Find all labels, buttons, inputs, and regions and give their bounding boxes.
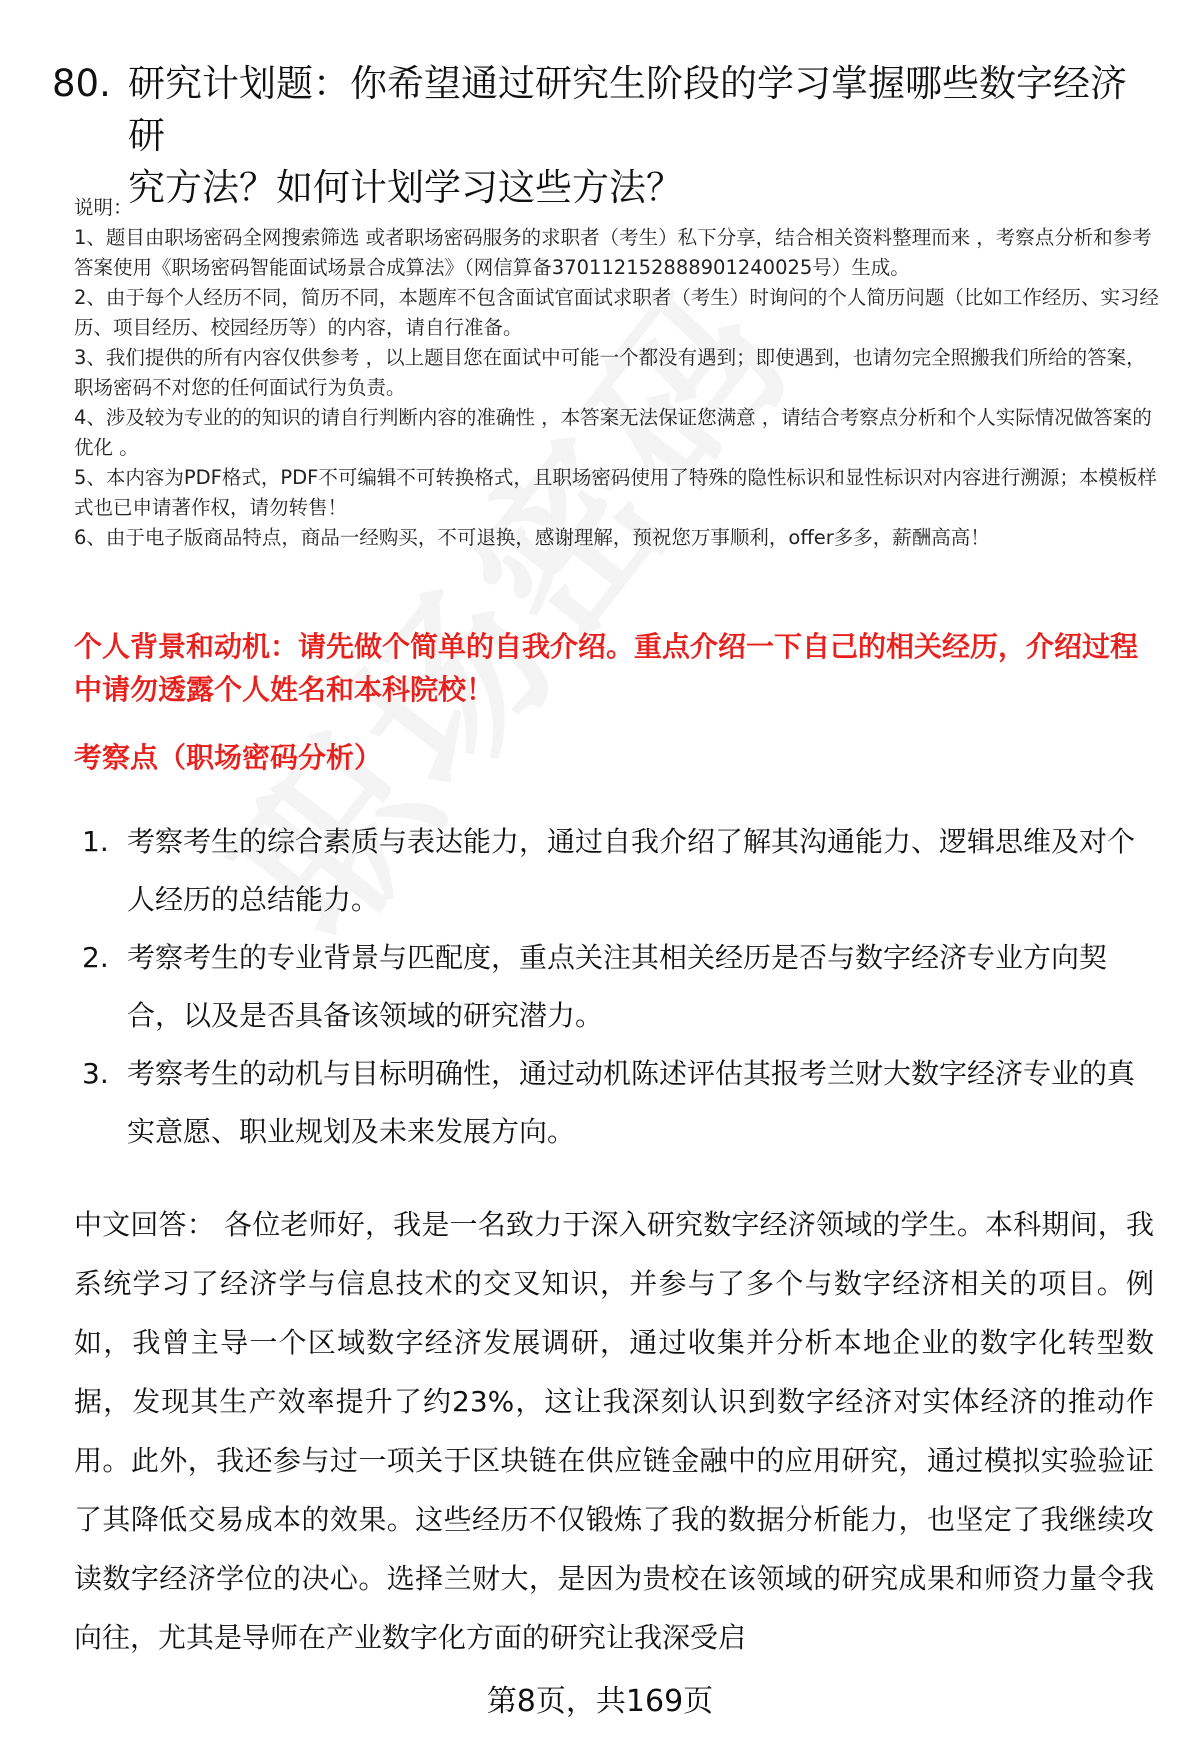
question-line-2: 究方法？如何计划学习这些方法？ xyxy=(128,166,683,209)
analysis-point xyxy=(82,929,1162,1045)
point-text: 考察考生的专业背景与匹配度，重点关注其相关经历是否与数字经济专业方向契合，以及是否具备该领域的研究潜力。 xyxy=(127,941,1108,1032)
point-text: 考察考生的综合素质与表达能力，通过自我介绍了解其沟通能力、逻辑思维及对个人经历的总结能力。 xyxy=(127,825,1136,916)
analysis-points xyxy=(82,813,1162,1161)
point-number: 1. xyxy=(82,825,109,858)
notes-heading: 说明： xyxy=(74,196,133,219)
question-text xyxy=(128,58,1162,214)
analysis-point xyxy=(82,813,1162,929)
note-item: 5、本内容为PDF格式，PDF不可编辑不可转换格式，且职场密码使用了特殊的隐性标识和显性标识对内容进行溯源；本模板样式也已申请著作权，请勿转售！ xyxy=(74,466,1157,519)
analysis-point xyxy=(82,1045,1162,1161)
note-item: 1、题目由职场密码全网搜索筛选 或者职场密码服务的求职者（考生）私下分享，结合相关资料整理而来 ，考察点分析和参考答案使用《职场密码智能面试场景合成算法》（网信算备370112152888901240025号）生成。 xyxy=(74,226,1152,279)
question-title xyxy=(52,58,1162,214)
analysis-heading: 考察点（职场密码分析） xyxy=(74,741,383,774)
notes-block xyxy=(74,193,1164,553)
note-item: 6、由于电子版商品特点，商品一经购买，不可退换，感谢理解，预祝您万事顺利，offer多多，薪酬高高！ xyxy=(74,526,990,549)
point-text: 考察考生的动机与目标明确性，通过动机陈述评估其报考兰财大数字经济专业的真实意愿、职业规划及未来发展方向。 xyxy=(127,1057,1136,1148)
point-number: 2. xyxy=(82,941,109,974)
answer-text: 各位老师好，我是一名致力于深入研究数字经济领域的学生。本科期间，我系统学习了经济学与信息技术的交叉知识，并参与了多个与数字经济相关的项目。例如，我曾主导一个区域数字经济发展调研，通过收集并分析本地企业的数字化转型数据，发现其生产效率提升了约23%，这让我深刻认识到数字经济对实体经济的推动作用。此外，我还参与过一项关于区块链在供应链金融中的应用研究，通过模拟实验验证了其降低交易成本的效果。这些经历不仅锻炼了我的数据分析能力，也坚定了我继续攻读数字经济学位的决心。选择兰财大，是因为贵校在该领域的研究成果和师资力量令我向往，尤其是导师在产业数字化方面的研究让我深受启 xyxy=(74,1208,1154,1654)
answer-label: 中文回答： xyxy=(74,1208,215,1241)
note-item: 3、我们提供的所有内容仅供参考 ，以上题目您在面试中可能一个都没有遇到；即使遇到，也请勿完全照搬我们所给的答案，职场密码不对您的任何面试行为负责。 xyxy=(74,346,1146,399)
note-item: 4、涉及较为专业的的知识的请自行判断内容的准确性 ，本答案无法保证您满意 ，请结合考察点分析和个人实际情况做答案的优化 。 xyxy=(74,406,1152,459)
answer-block xyxy=(74,1195,1154,1667)
section-heading: 个人背景和动机：请先做个简单的自我介绍。重点介绍一下自己的相关经历，介绍过程中请勿透露个人姓名和本科院校！ xyxy=(74,630,1139,706)
page-footer: 第8页，共169页 xyxy=(486,1684,714,1719)
point-number: 3. xyxy=(82,1057,109,1090)
note-item: 2、由于每个人经历不同，简历不同，本题库不包含面试官面试求职者（考生）时询问的个人简历问题（比如工作经历、实习经历、项目经历、校园经历等）的内容，请自行准备。 xyxy=(74,286,1159,339)
question-line-1: 研究计划题：你希望通过研究生阶段的学习掌握哪些数字经济研 xyxy=(128,62,1127,157)
question-number: 80. xyxy=(52,62,111,105)
